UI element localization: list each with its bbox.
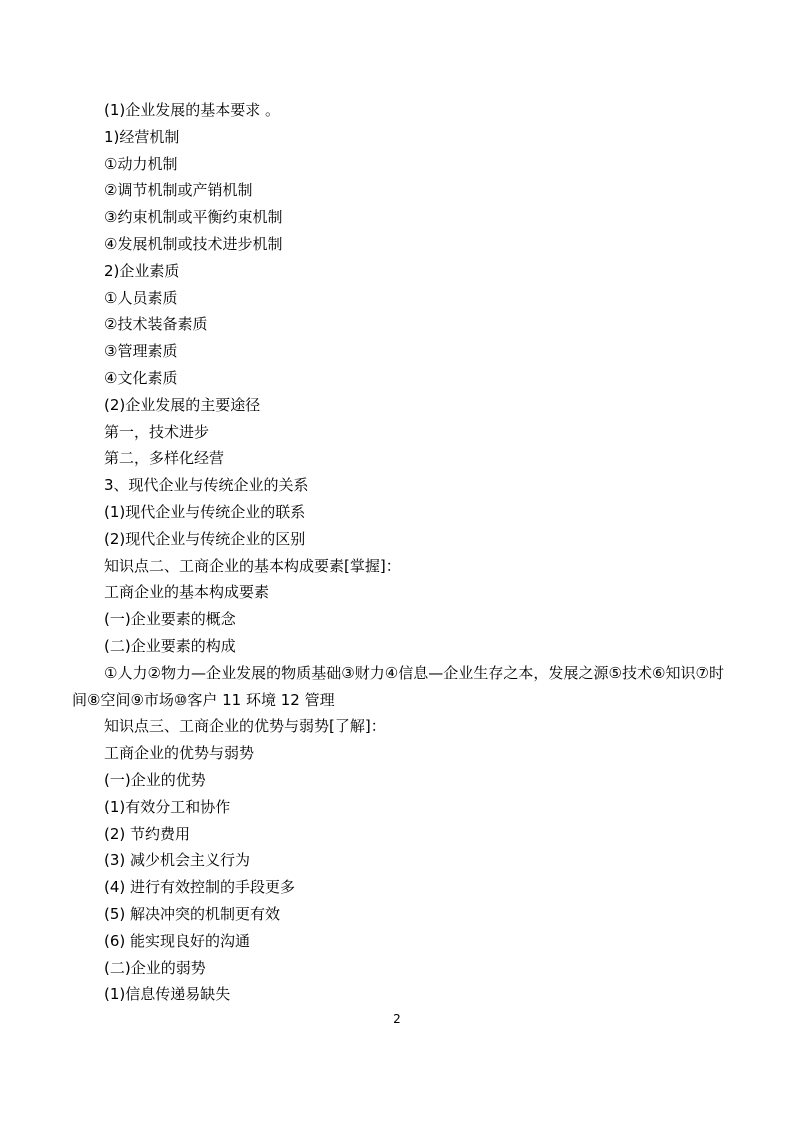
heading-main-approaches: (2)企业发展的主要途径 (104, 395, 261, 414)
page-number: 2 (393, 1012, 401, 1026)
list-item: (二)企业要素的构成 (104, 636, 236, 655)
list-item: ①人员素质 (104, 288, 178, 307)
subheading-enterprise-quality: 2)企业素质 (104, 261, 180, 280)
list-item: ②调节机制或产销机制 (104, 181, 253, 200)
list-item: (一)企业的优势 (104, 770, 206, 789)
list-item: 第二，多样化经营 (104, 449, 225, 468)
list-item: ③管理素质 (104, 342, 178, 361)
page-content (72, 97, 724, 1008)
list-item: (1)信息传递易缺失 (104, 985, 231, 1004)
subheading-basic-elements: 工商企业的基本构成要素 (104, 583, 270, 602)
list-item: (6) 能实现良好的沟通 (104, 931, 251, 950)
list-item: ③约束机制或平衡约束机制 (104, 208, 283, 227)
list-item: (1)现代企业与传统企业的联系 (104, 502, 306, 521)
list-item: (2) 节约费用 (104, 824, 191, 843)
subheading-strengths-weaknesses: 工商企业的优势与弱势 (104, 744, 255, 763)
list-item: (二)企业的弱势 (104, 958, 206, 977)
section-heading-modern-vs-traditional: 3、现代企业与传统企业的关系 (104, 476, 309, 495)
knowledge-point-two-heading: 知识点二、工商企业的基本构成要素[掌握]： (104, 556, 401, 575)
list-item: ④发展机制或技术进步机制 (104, 234, 283, 253)
list-item: (2)现代企业与传统企业的区别 (104, 529, 306, 548)
list-item: (一)企业要素的概念 (104, 610, 236, 629)
knowledge-point-three-heading: 知识点三、工商企业的优势与弱势[了解]： (104, 717, 386, 736)
list-item: ④文化素质 (104, 368, 178, 387)
list-item: (4) 进行有效控制的手段更多 (104, 878, 296, 897)
list-item: ①动力机制 (104, 154, 178, 173)
list-item: (5) 解决冲突的机制更有效 (104, 904, 281, 923)
list-item: 第一，技术进步 (104, 422, 210, 441)
list-item: (3) 减少机会主义行为 (104, 851, 251, 870)
subheading-operating-mechanism: 1)经营机制 (104, 127, 180, 146)
list-item: (1)有效分工和协作 (104, 797, 231, 816)
elements-paragraph: ①人力②物力—企业发展的物质基础③财力④信息—企业生存之本，发展之源⑤技术⑥知识⑦时间⑧空间⑨市场⑩客户 11 环境 12 管理 (72, 663, 724, 709)
heading-basic-requirements: (1)企业发展的基本要求 。 (104, 101, 281, 119)
list-item: ②技术装备素质 (104, 315, 208, 334)
